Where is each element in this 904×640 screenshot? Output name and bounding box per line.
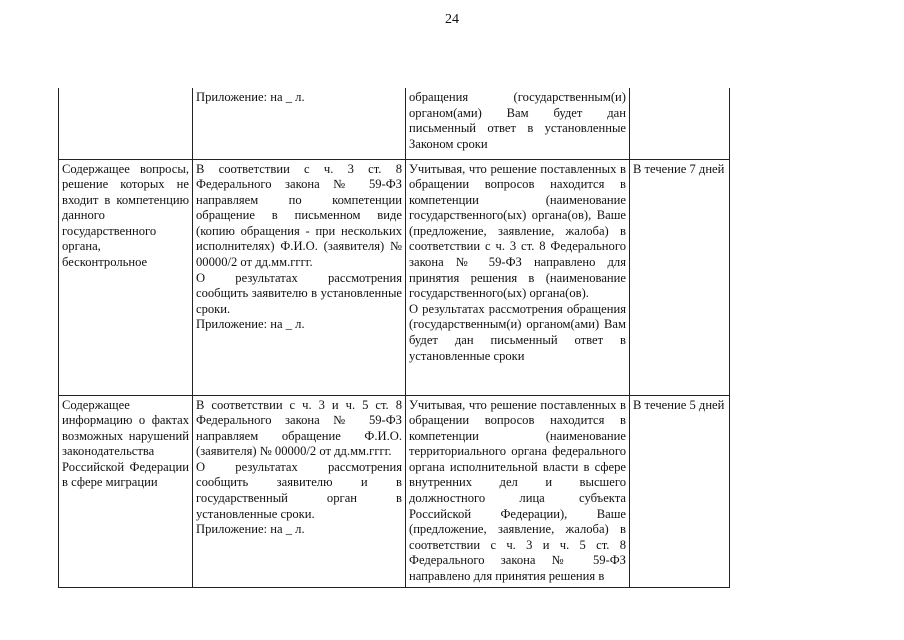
cell-paragraph: обращения (государственным(и) органом(ами) Вам будет дан письменный ответ в установленные Законом сроки	[409, 90, 626, 151]
cell-paragraph: В соответствии с ч. 3 и ч. 5 ст. 8 Федерального закона № 59-ФЗ направляем обращение Ф.И.О. (заявителя) № 00000/2 от дд.мм.гггг.	[196, 397, 402, 459]
table-row	[59, 159, 730, 395]
cell-paragraph: Приложение: на _ л.	[196, 90, 305, 104]
table-cell-col4	[630, 159, 730, 395]
cell-paragraph: Содержащее информацию о фактах возможных нарушений законодательства Российской Федерации в сфере миграции	[62, 397, 189, 490]
cell-paragraph: Учитывая, что решение поставленных в обращении вопросов находится в компетенции (наименование государственного(ых) органа(ов), Ваше (предложение, заявление, жалоба) в соответствии с ч. 3 ст. 8 Федерального закона № 59-ФЗ направлено для принятия решения в (наименование государственного(ых) органа(ов).	[409, 161, 626, 301]
table-cell-col3	[406, 159, 630, 395]
table-cell-col4	[630, 395, 730, 587]
table-cell-col1	[59, 395, 193, 587]
table-cell-col2	[193, 395, 406, 587]
table-row	[59, 88, 730, 159]
cell-paragraph: В течение 5 дней	[633, 397, 725, 412]
table-cell-col2	[193, 88, 406, 159]
table-cell-col4	[630, 88, 730, 159]
cell-paragraph: Учитывая, что решение поставленных в обращении вопросов находится в компетенции (наименование территориального органа федерального органа исполнительной власти в сфере внутренних дел и высшего должностного лица субъекта Российской Федерации), Ваше (предложение, заявление, жалоба) в соответствии с ч. 3 и ч. 5 ст. 8 Федерального закона № 59-ФЗ направлено для принятия решения в	[409, 397, 626, 584]
table-cell-col2	[193, 159, 406, 395]
table-cell-col3	[406, 88, 630, 159]
cell-paragraph: Приложение: на _ л.	[196, 317, 305, 332]
table-cell-col1	[59, 88, 193, 159]
cell-paragraph: О результатах рассмотрения обращения (государственным(и) органом(ами) Вам будет дан письменный ответ в установленные сроки	[409, 301, 626, 363]
page-number: 24	[445, 12, 459, 27]
table-cell-col3	[406, 395, 630, 587]
table-cell-col1	[59, 159, 193, 395]
cell-paragraph: О результатах рассмотрения сообщить заявителю в установленные сроки.	[196, 270, 402, 316]
table-row	[59, 395, 730, 587]
cell-paragraph: Содержащее вопросы, решение которых не входит в компетенцию данного государственного органа, бесконтрольное	[62, 161, 189, 270]
procedure-table	[58, 88, 730, 588]
cell-paragraph: В течение 7 дней	[633, 161, 725, 176]
cell-paragraph: В соответствии с ч. 3 ст. 8 Федерального закона № 59-ФЗ направляем по компетенции обращение в письменном виде (копию обращения - при нескольких исполнителях) Ф.И.О. (заявителя) № 00000/2 от дд.мм.гггг.	[196, 161, 402, 270]
cell-paragraph: Приложение: на _ л.	[196, 522, 305, 537]
cell-paragraph: О результатах рассмотрения сообщить заявителю и в государственный орган в установленные сроки.	[196, 459, 402, 521]
